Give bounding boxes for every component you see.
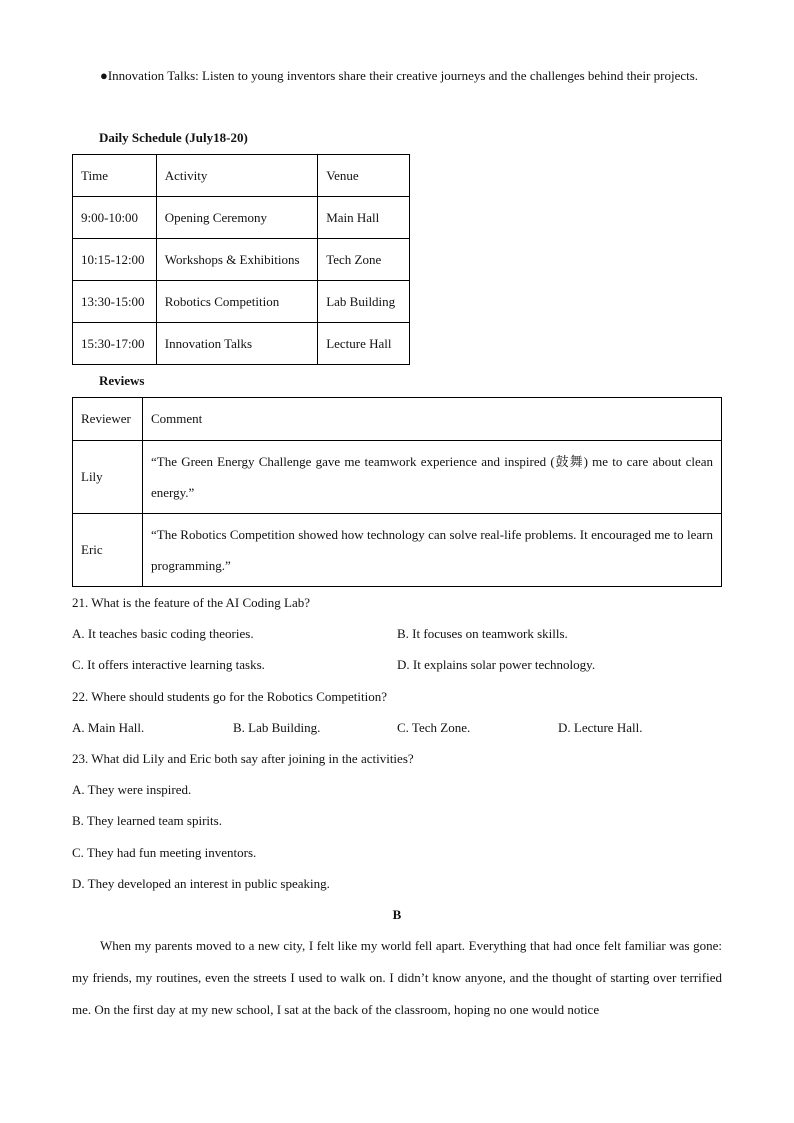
reviews-table: [72, 397, 722, 587]
schedule-venue: Main Hall: [318, 197, 410, 239]
question-21-option-b: B. It focuses on teamwork skills.: [397, 626, 568, 641]
question-23-option-b: B. They learned team spirits.: [72, 813, 222, 828]
schedule-header-venue: Venue: [318, 155, 410, 197]
reviews-header-reviewer: Reviewer: [73, 398, 143, 441]
question-21-option-a: A. It teaches basic coding theories.: [72, 626, 254, 641]
schedule-activity: Workshops & Exhibitions: [156, 239, 317, 281]
question-23-option-a: A. They were inspired.: [72, 782, 192, 797]
review-comment: “The Green Energy Challenge gave me teamwork experience and inspired (鼓舞) me to care about clean energy.”: [142, 441, 721, 514]
question-22-option-a: A. Main Hall.: [72, 720, 145, 735]
schedule-venue: Lab Building: [318, 281, 410, 323]
question-23-option-d: D. They developed an interest in public speaking.: [72, 876, 330, 891]
question-22-option-d: D. Lecture Hall.: [558, 720, 643, 735]
question-21-option-d: D. It explains solar power technology.: [397, 657, 596, 672]
table-row: [73, 514, 722, 587]
table-row: [73, 281, 410, 323]
schedule-header-row: [73, 155, 410, 197]
question-23-option-c: C. They had fun meeting inventors.: [72, 845, 257, 860]
intro-bullet-text: ●Innovation Talks: Listen to young inventors share their creative journeys and the challenges behind their projects.: [100, 68, 699, 83]
schedule-header-activity: Activity: [156, 155, 317, 197]
question-21-option-c: C. It offers interactive learning tasks.: [72, 657, 265, 672]
schedule-title: Daily Schedule (July18-20): [99, 130, 248, 145]
schedule-venue: Lecture Hall: [318, 323, 410, 365]
table-row: [73, 323, 410, 365]
schedule-table: [72, 154, 410, 365]
table-row: [73, 441, 722, 514]
reviews-title: Reviews: [99, 373, 145, 388]
schedule-activity: Innovation Talks: [156, 323, 317, 365]
section-b-label: B: [392, 907, 402, 922]
question-22-option-b: B. Lab Building.: [233, 720, 321, 735]
section-b-paragraph: When my parents moved to a new city, I felt like my world fell apart. Everything that had once felt familiar was gone: my friends, my routines, even the streets I used to walk on. I didn’t know anyone, and the thought of starting over terrified me. On the first day at my new school, I sat at the back of the classroom, hoping no one would notice: [72, 938, 722, 1017]
reviewer-name: Lily: [73, 441, 143, 514]
schedule-header-time: Time: [73, 155, 157, 197]
schedule-time: 10:15-12:00: [73, 239, 157, 281]
reviews-header-comment: Comment: [142, 398, 721, 441]
question-23: 23. What did Lily and Eric both say after joining in the activities?: [72, 751, 414, 766]
schedule-time: 15:30-17:00: [73, 323, 157, 365]
table-row: [73, 239, 410, 281]
schedule-activity: Robotics Competition: [156, 281, 317, 323]
question-22: 22. Where should students go for the Robotics Competition?: [72, 689, 387, 704]
table-row: [73, 197, 410, 239]
review-comment: “The Robotics Competition showed how technology can solve real-life problems. It encouraged me to learn programming.”: [142, 514, 721, 587]
schedule-time: 9:00-10:00: [73, 197, 157, 239]
question-22-option-c: C. Tech Zone.: [397, 720, 471, 735]
reviews-header-row: [73, 398, 722, 441]
question-21: 21. What is the feature of the AI Coding Lab?: [72, 595, 311, 610]
schedule-venue: Tech Zone: [318, 239, 410, 281]
schedule-activity: Opening Ceremony: [156, 197, 317, 239]
reviewer-name: Eric: [73, 514, 143, 587]
schedule-time: 13:30-15:00: [73, 281, 157, 323]
